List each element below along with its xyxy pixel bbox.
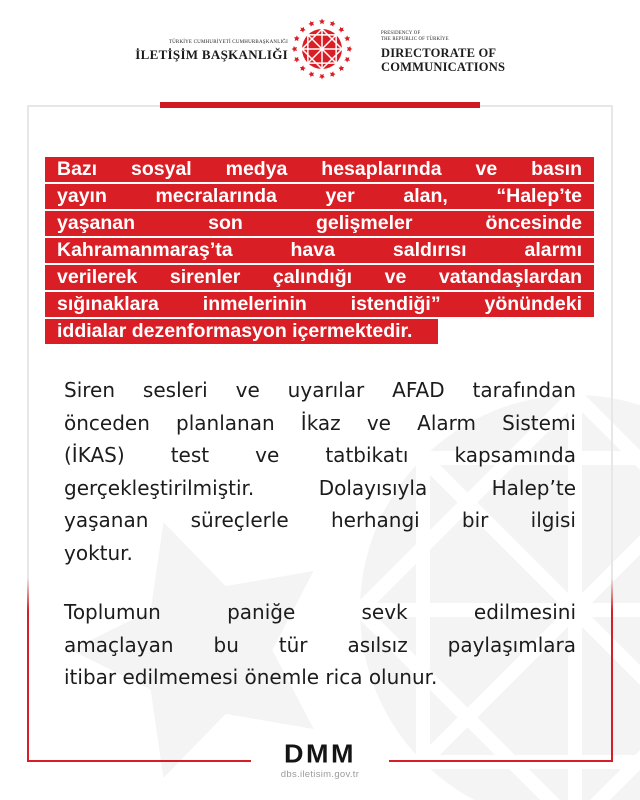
body-line: itibar edilmemesi önemle rica olunur. <box>64 665 438 689</box>
frame-right-border <box>611 105 613 762</box>
claim-line: Bazı sosyal medya hesaplarında ve basın <box>45 157 594 182</box>
body-line: gerçekleştirilmiştir. Dolayısıyla Halep’te <box>64 475 576 500</box>
dmm-logo: DMM <box>284 739 356 769</box>
body-line: (İKAS) test ve tatbikatı kapsamında <box>64 443 576 467</box>
frame-bottom-border-right <box>389 760 613 762</box>
claim-line: verilerek sirenler çalındığı ve vatandaşlardan <box>45 265 594 290</box>
claim-line: sığınaklara inmelerinin istendiği” yönündeki <box>45 292 594 317</box>
footer-url: dbs.iletisim.gov.tr <box>280 769 360 780</box>
claim-line: Kahramanmaraş’ta hava saldırısı alarmı <box>45 238 594 263</box>
body-line: Toplumun paniğe sevk edilmesini <box>64 600 576 624</box>
body-line: yaşanan süreçlerle herhangi bir ilgisi <box>64 508 576 532</box>
claim-line: yayın mecralarında yer alan, “Halep’te <box>45 184 594 209</box>
header-left-main-text: İLETİŞİM BAŞKANLIĞI <box>135 47 288 62</box>
footer <box>267 740 373 780</box>
header-right-small-text-2: THE REPUBLIC OF TÜRKİYE <box>381 37 449 42</box>
header-right-main-text-1: DIRECTORATE OF <box>381 46 497 60</box>
body-line: önceden planlanan İkaz ve Alarm Sistemi <box>64 410 576 435</box>
claim-highlight-block <box>45 157 594 344</box>
frame-top-red-bar <box>160 102 480 108</box>
header-left-small-text: TÜRKİYE CUMHURİYETİ CUMHURBAŞKANLIĞI <box>168 40 288 45</box>
body-paragraph-2 <box>64 596 576 694</box>
claim-line: iddialar dezenformasyon içermektedir. <box>45 319 438 344</box>
header-right-wordmark <box>381 31 505 74</box>
header-left-wordmark <box>135 40 288 63</box>
claim-line: yaşanan son gelişmeler öncesinde <box>45 211 594 236</box>
directorate-emblem-icon <box>285 10 359 88</box>
frame-left-border <box>27 105 29 762</box>
frame-bottom-border-left <box>27 760 251 762</box>
header-right-small-text-1: PRESIDENCY OF <box>381 31 421 36</box>
body-text <box>64 374 576 721</box>
body-line: amaçlayan bu tür asılsız paylaşımlara <box>64 632 576 657</box>
header-right-main-text-2: COMMUNICATIONS <box>381 60 506 74</box>
body-paragraph-1 <box>64 374 576 569</box>
body-line: yoktur. <box>64 540 133 565</box>
body-line: Siren sesleri ve uyarılar AFAD tarafından <box>64 378 576 402</box>
